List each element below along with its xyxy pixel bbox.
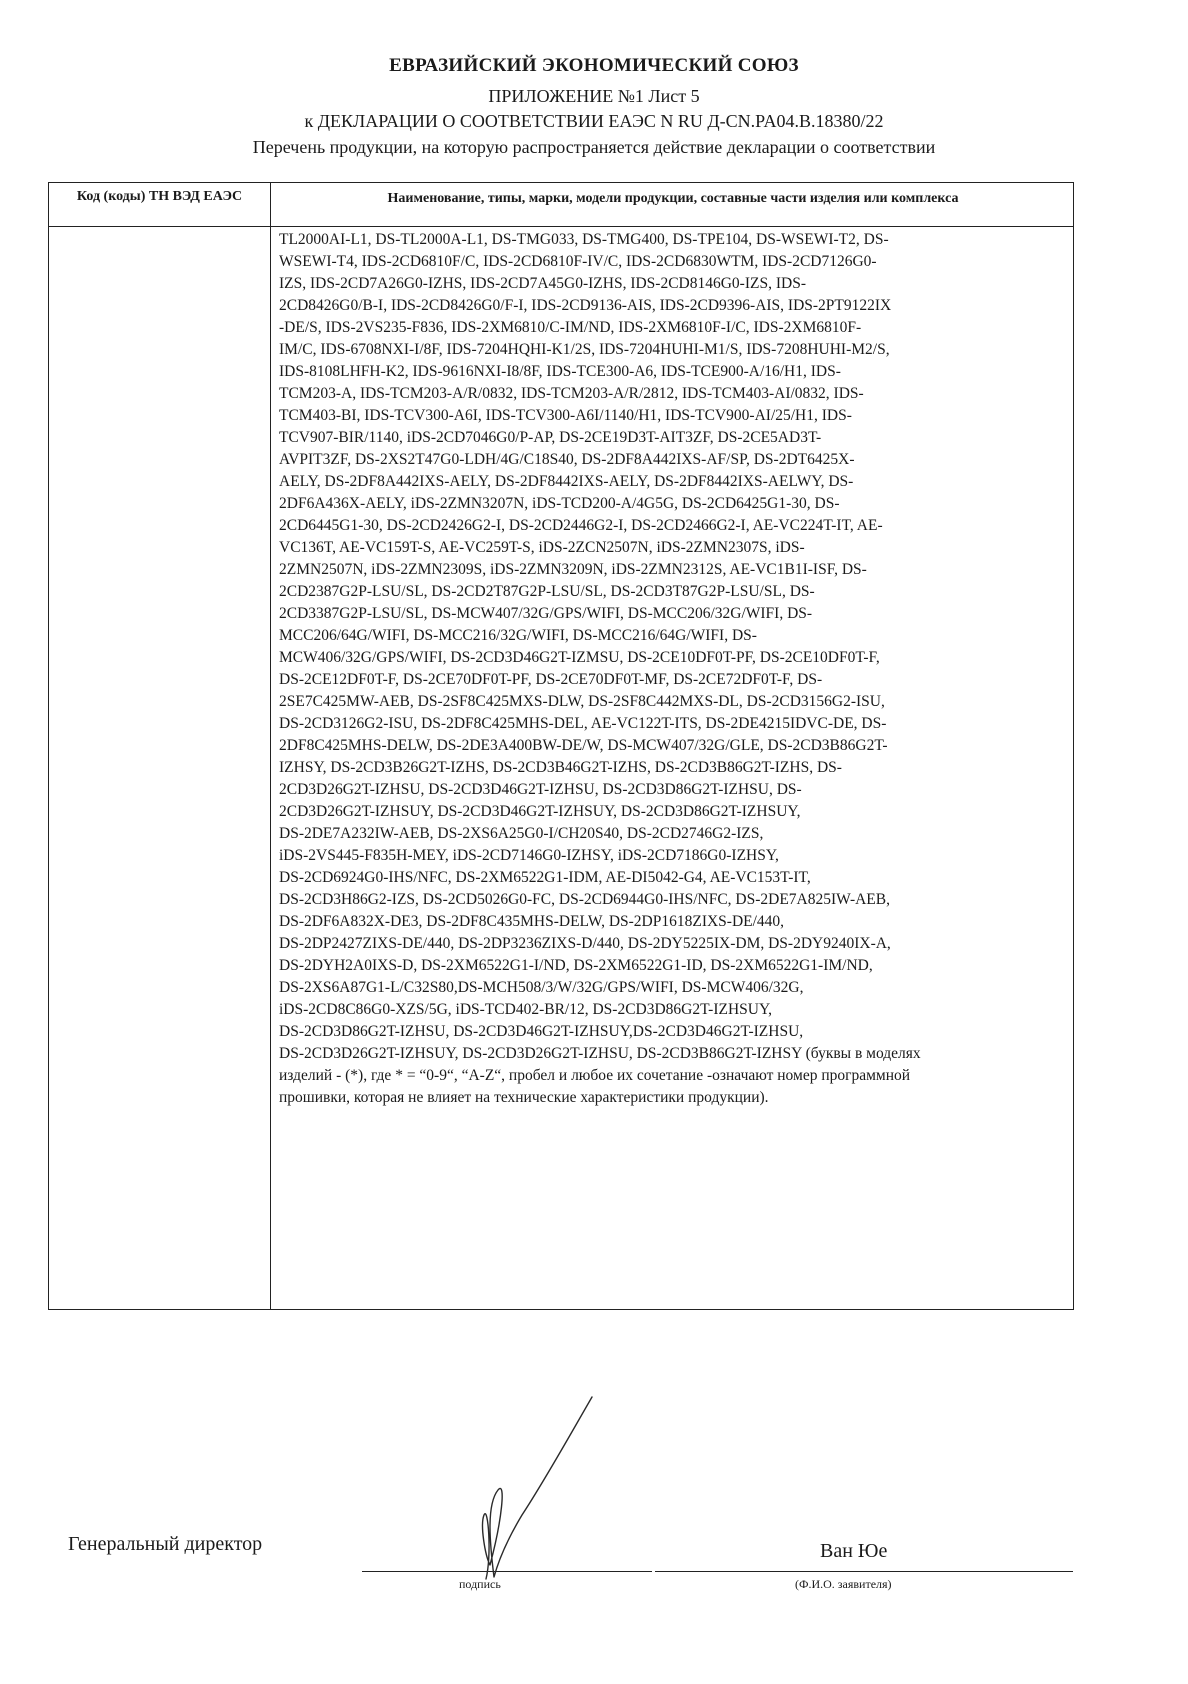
- handwritten-signature-icon: [450, 1395, 600, 1585]
- product-line: DS-2CD3D26G2T-IZHSUY, DS-2CD3D26G2T-IZHSU, DS-2CD3B86G2T-IZHSY (буквы в моделях: [279, 1045, 921, 1062]
- column-header-products: Наименование, типы, марки, модели продукции, составные части изделия или комплекса: [387, 191, 959, 206]
- product-line: 2CD3D26G2T-IZHSUY, DS-2CD3D46G2T-IZHSUY, DS-2CD3D86G2T-IZHSUY,: [279, 803, 801, 820]
- list-title: Перечень продукции, на которую распространяется действие декларации о соответствии: [252, 137, 936, 157]
- signer-name: Ван Юе: [820, 1540, 888, 1562]
- product-line: 2CD6445G1-30, DS-2CD2426G2-I, DS-2CD2446G2-I, DS-2CD2466G2-I, AE-VC224T-IT, AE-: [279, 517, 883, 534]
- product-line: 2ZMN2507N, iDS-2ZMN2309S, iDS-2ZMN3209N, iDS-2ZMN2312S, AE-VC1B1I-ISF, DS-: [279, 561, 867, 578]
- product-line: прошивки, которая не влияет на технические характеристики продукции).: [279, 1089, 769, 1106]
- product-line: AELY, DS-2DF8A442IXS-AELY, DS-2DF8442IXS-AELY, DS-2DF8442IXS-AELWY, DS-: [279, 473, 854, 490]
- appendix-title: ПРИЛОЖЕНИЕ №1 Лист 5: [488, 86, 700, 106]
- product-line: 2CD3D26G2T-IZHSU, DS-2CD3D46G2T-IZHSU, DS-2CD3D86G2T-IZHSU, DS-: [279, 781, 802, 798]
- product-line: TCM403-BI, IDS-TCV300-A6I, IDS-TCV300-A6I/1140/H1, IDS-TCV900-AI/25/H1, IDS-: [279, 407, 852, 424]
- name-line: [655, 1571, 1073, 1572]
- product-line: IM/C, IDS-6708NXI-I/8F, IDS-7204HQHI-K1/2S, IDS-7204HUHI-M1/S, IDS-7208HUHI-M2/S,: [279, 341, 890, 358]
- product-line: DS-2CD6924G0-IHS/NFC, DS-2XM6522G1-IDM, AE-DI5042-G4, AE-VC153T-IT,: [279, 869, 811, 886]
- product-line: DS-2XS6A87G1-L/C32S80,DS-MCH508/3/W/32G/GPS/WIFI, DS-MCW406/32G,: [279, 979, 804, 996]
- product-line: 2DF6A436X-AELY, iDS-2ZMN3207N, iDS-TCD200-A/4G5G, DS-2CD6425G1-30, DS-: [279, 495, 840, 512]
- product-line: TCV907-BIR/1140, iDS-2CD7046G0/P-AP, DS-2CE19D3T-AIT3ZF, DS-2CE5AD3T-: [279, 429, 822, 446]
- product-line: VC136T, AE-VC159T-S, AE-VC259T-S, iDS-2ZCN2507N, iDS-2ZMN2307S, iDS-: [279, 539, 805, 556]
- product-line: DS-2DE7A232IW-AEB, DS-2XS6A25G0-I/CH20S40, DS-2CD2746G2-IZS,: [279, 825, 764, 842]
- product-line: MCW406/32G/GPS/WIFI, DS-2CD3D46G2T-IZMSU, DS-2CE10DF0T-PF, DS-2CE10DF0T-F,: [279, 649, 880, 666]
- product-line: 2SE7C425MW-AEB, DS-2SF8C425MXS-DLW, DS-2SF8C442MXS-DL, DS-2CD3156G2-ISU,: [279, 693, 885, 710]
- product-line: DS-2CE12DF0T-F, DS-2CE70DF0T-PF, DS-2CE70DF0T-MF, DS-2CE72DF0T-F, DS-: [279, 671, 823, 688]
- product-line: DS-2CD3126G2-ISU, DS-2DF8C425MHS-DEL, AE-VC122T-ITS, DS-2DE4215IDVC-DE, DS-: [279, 715, 887, 732]
- product-models-list: [279, 229, 1067, 1109]
- product-line: IDS-8108LHFH-K2, IDS-9616NXI-I8/8F, IDS-TCE300-A6, IDS-TCE900-A/16/H1, IDS-: [279, 363, 841, 380]
- products-table: [48, 182, 1074, 1310]
- product-line: TCM203-A, IDS-TCM203-A/R/0832, IDS-TCM203-A/R/2812, IDS-TCM403-AI/0832, IDS-: [279, 385, 864, 402]
- product-line: WSEWI-T4, IDS-2CD6810F/C, IDS-2CD6810F-IV/C, IDS-2CD6830WTM, IDS-2CD7126G0-: [279, 253, 877, 270]
- product-line: DS-2CD3H86G2-IZS, DS-2CD5026G0-FC, DS-2CD6944G0-IHS/NFC, DS-2DE7A825IW-AEB,: [279, 891, 890, 908]
- product-line: 2DF8C425MHS-DELW, DS-2DE3A400BW-DE/W, DS-MCW407/32G/GLE, DS-2CD3B86G2T-: [279, 737, 888, 754]
- product-line: IZS, IDS-2CD7A26G0-IZHS, IDS-2CD7A45G0-IZHS, IDS-2CD8146G0-IZS, IDS-: [279, 275, 806, 292]
- product-line: DS-2DYH2A0IXS-D, DS-2XM6522G1-I/ND, DS-2XM6522G1-ID, DS-2XM6522G1-IM/ND,: [279, 957, 873, 974]
- product-line: TL2000AI-L1, DS-TL2000A-L1, DS-TMG033, DS-TMG400, DS-TPE104, DS-WSEWI-T2, DS-: [279, 231, 889, 248]
- product-line: 2CD8426G0/B-I, IDS-2CD8426G0/F-I, IDS-2CD9136-AIS, IDS-2CD9396-AIS, IDS-2PT9122IX: [279, 297, 892, 314]
- column-divider: [270, 183, 271, 1309]
- organization-title: ЕВРАЗИЙСКИЙ ЭКОНОМИЧЕСКИЙ СОЮЗ: [389, 55, 799, 76]
- product-line: IZHSY, DS-2CD3B26G2T-IZHS, DS-2CD3B46G2T-IZHS, DS-2CD3B86G2T-IZHS, DS-: [279, 759, 842, 776]
- signature-caption: подпись: [459, 1577, 501, 1591]
- product-line: 2CD3387G2P-LSU/SL, DS-MCW407/32G/GPS/WIFI, DS-MCC206/32G/WIFI, DS-: [279, 605, 813, 622]
- product-line: изделий - (*), где * = “0-9“, “A-Z“, пробел и любое их сочетание -означают номер программной: [279, 1067, 911, 1084]
- product-line: DS-2DP2427ZIXS-DE/440, DS-2DP3236ZIXS-D/440, DS-2DY5225IX-DM, DS-2DY9240IX-A,: [279, 935, 891, 952]
- product-line: 2CD2387G2P-LSU/SL, DS-2CD2T87G2P-LSU/SL, DS-2CD3T87G2P-LSU/SL, DS-: [279, 583, 815, 600]
- product-line: DS-2DF6A832X-DE3, DS-2DF8C435MHS-DELW, DS-2DP1618ZIXS-DE/440,: [279, 913, 785, 930]
- signer-role: Генеральный директор: [68, 1533, 263, 1555]
- product-line: iDS-2VS445-F835H-MEY, iDS-2CD7146G0-IZHSY, iDS-2CD7186G0-IZHSY,: [279, 847, 779, 864]
- product-line: AVPIT3ZF, DS-2XS2T47G0-LDH/4G/C18S40, DS-2DF8A442IXS-AF/SP, DS-2DT6425X-: [279, 451, 855, 468]
- product-line: MCC206/64G/WIFI, DS-MCC216/32G/WIFI, DS-MCC216/64G/WIFI, DS-: [279, 627, 757, 644]
- header-divider: [49, 226, 1073, 227]
- column-header-code: Код (коды) ТН ВЭД ЕАЭС: [76, 189, 243, 204]
- declaration-number: к ДЕКЛАРАЦИИ О СООТВЕТСТВИИ ЕАЭС N RU Д-CN.PA04.B.18380/22: [304, 111, 884, 131]
- fio-caption: (Ф.И.О. заявителя): [795, 1577, 892, 1591]
- product-line: iDS-2CD8C86G0-XZS/5G, iDS-TCD402-BR/12, DS-2CD3D86G2T-IZHSUY,: [279, 1001, 773, 1018]
- product-line: -DE/S, IDS-2VS235-F836, IDS-2XM6810/C-IM/ND, IDS-2XM6810F-I/C, IDS-2XM6810F-: [279, 319, 862, 336]
- product-line: DS-2CD3D86G2T-IZHSU, DS-2CD3D46G2T-IZHSUY,DS-2CD3D46G2T-IZHSU,: [279, 1023, 804, 1040]
